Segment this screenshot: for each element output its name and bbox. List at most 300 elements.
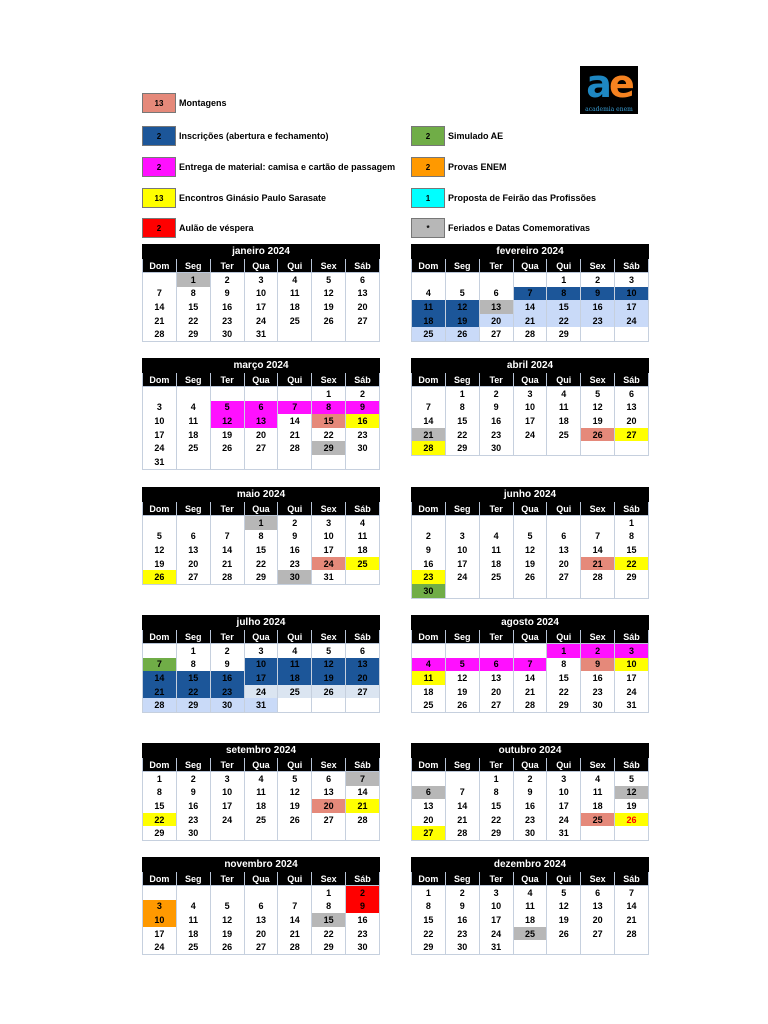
day-cell[interactable]: 16 <box>176 799 210 813</box>
day-cell[interactable]: 21 <box>615 913 649 927</box>
day-cell[interactable]: 17 <box>143 927 177 941</box>
day-cell[interactable]: 22 <box>176 314 210 328</box>
day-cell[interactable]: 4 <box>547 387 581 401</box>
day-cell[interactable]: 4 <box>513 886 547 900</box>
day-cell[interactable]: 22 <box>615 557 649 571</box>
day-cell[interactable]: 21 <box>412 428 446 442</box>
day-cell[interactable]: 30 <box>346 940 380 954</box>
day-cell[interactable]: 11 <box>412 671 446 685</box>
day-cell[interactable]: 11 <box>278 287 312 301</box>
day-cell[interactable]: 4 <box>278 644 312 658</box>
day-cell[interactable]: 16 <box>581 300 615 314</box>
day-cell[interactable]: 12 <box>513 543 547 557</box>
day-cell[interactable]: 18 <box>479 557 513 571</box>
day-cell[interactable]: 26 <box>312 685 346 699</box>
day-cell[interactable]: 28 <box>278 441 312 455</box>
day-cell[interactable]: 5 <box>513 530 547 544</box>
day-cell[interactable]: 29 <box>547 327 581 341</box>
day-cell[interactable]: 25 <box>176 940 210 954</box>
day-cell[interactable]: 16 <box>278 543 312 557</box>
day-cell[interactable]: 17 <box>210 799 244 813</box>
day-cell[interactable]: 2 <box>581 644 615 658</box>
day-cell[interactable]: 20 <box>479 685 513 699</box>
day-cell[interactable]: 20 <box>244 428 278 442</box>
day-cell[interactable]: 2 <box>581 273 615 287</box>
day-cell[interactable]: 7 <box>143 287 177 301</box>
day-cell[interactable]: 12 <box>312 287 346 301</box>
day-cell[interactable]: 6 <box>346 273 380 287</box>
day-cell[interactable]: 18 <box>412 685 446 699</box>
day-cell[interactable]: 7 <box>581 530 615 544</box>
day-cell[interactable]: 9 <box>346 401 380 415</box>
day-cell[interactable]: 19 <box>445 314 479 328</box>
day-cell[interactable]: 27 <box>479 327 513 341</box>
day-cell[interactable]: 14 <box>143 671 177 685</box>
day-cell[interactable]: 27 <box>346 685 380 699</box>
day-cell[interactable]: 24 <box>615 685 649 699</box>
day-cell[interactable]: 22 <box>547 685 581 699</box>
day-cell[interactable]: 9 <box>278 530 312 544</box>
day-cell[interactable]: 10 <box>479 900 513 914</box>
day-cell[interactable]: 1 <box>547 644 581 658</box>
day-cell[interactable]: 16 <box>346 913 380 927</box>
day-cell[interactable]: 8 <box>176 658 210 672</box>
day-cell[interactable]: 2 <box>210 644 244 658</box>
day-cell[interactable]: 27 <box>581 927 615 941</box>
day-cell[interactable]: 5 <box>143 530 177 544</box>
day-cell[interactable]: 15 <box>312 414 346 428</box>
day-cell[interactable]: 25 <box>278 685 312 699</box>
day-cell[interactable]: 31 <box>143 455 177 469</box>
day-cell[interactable]: 3 <box>547 772 581 786</box>
day-cell[interactable]: 30 <box>278 570 312 584</box>
day-cell[interactable]: 15 <box>479 799 513 813</box>
day-cell[interactable]: 28 <box>445 826 479 840</box>
day-cell[interactable]: 12 <box>312 658 346 672</box>
day-cell[interactable]: 22 <box>479 813 513 827</box>
day-cell[interactable]: 11 <box>176 414 210 428</box>
day-cell[interactable]: 15 <box>176 671 210 685</box>
day-cell[interactable]: 20 <box>312 799 346 813</box>
day-cell[interactable]: 1 <box>615 516 649 530</box>
day-cell[interactable]: 6 <box>244 900 278 914</box>
day-cell[interactable]: 23 <box>581 314 615 328</box>
day-cell[interactable]: 12 <box>445 671 479 685</box>
day-cell[interactable]: 11 <box>176 913 210 927</box>
day-cell[interactable]: 7 <box>445 786 479 800</box>
day-cell[interactable]: 28 <box>143 327 177 341</box>
day-cell[interactable]: 30 <box>210 698 244 712</box>
day-cell[interactable]: 7 <box>143 658 177 672</box>
day-cell[interactable]: 9 <box>581 287 615 301</box>
day-cell[interactable]: 17 <box>445 557 479 571</box>
day-cell[interactable]: 25 <box>479 570 513 584</box>
day-cell[interactable]: 22 <box>143 813 177 827</box>
day-cell[interactable]: 18 <box>278 300 312 314</box>
day-cell[interactable]: 9 <box>210 287 244 301</box>
day-cell[interactable]: 23 <box>346 927 380 941</box>
day-cell[interactable]: 14 <box>210 543 244 557</box>
day-cell[interactable]: 13 <box>346 287 380 301</box>
day-cell[interactable]: 3 <box>615 644 649 658</box>
day-cell[interactable]: 19 <box>615 799 649 813</box>
day-cell[interactable]: 6 <box>479 658 513 672</box>
day-cell[interactable]: 11 <box>479 543 513 557</box>
day-cell[interactable]: 14 <box>412 414 446 428</box>
day-cell[interactable]: 3 <box>615 273 649 287</box>
day-cell[interactable]: 21 <box>513 685 547 699</box>
day-cell[interactable]: 26 <box>445 327 479 341</box>
day-cell[interactable]: 15 <box>547 671 581 685</box>
day-cell[interactable]: 19 <box>581 414 615 428</box>
day-cell[interactable]: 9 <box>412 543 446 557</box>
day-cell[interactable]: 6 <box>412 786 446 800</box>
day-cell[interactable]: 1 <box>143 772 177 786</box>
day-cell[interactable]: 28 <box>581 570 615 584</box>
day-cell[interactable]: 18 <box>278 671 312 685</box>
day-cell[interactable]: 20 <box>479 314 513 328</box>
day-cell[interactable]: 6 <box>312 772 346 786</box>
day-cell[interactable]: 25 <box>176 441 210 455</box>
day-cell[interactable]: 30 <box>513 826 547 840</box>
day-cell[interactable]: 19 <box>210 927 244 941</box>
day-cell[interactable]: 13 <box>312 786 346 800</box>
day-cell[interactable]: 28 <box>412 441 446 455</box>
day-cell[interactable]: 28 <box>278 940 312 954</box>
day-cell[interactable]: 24 <box>479 927 513 941</box>
day-cell[interactable]: 29 <box>615 570 649 584</box>
day-cell[interactable]: 16 <box>210 300 244 314</box>
day-cell[interactable]: 14 <box>513 671 547 685</box>
day-cell[interactable]: 29 <box>244 570 278 584</box>
day-cell[interactable]: 15 <box>143 799 177 813</box>
day-cell[interactable]: 23 <box>210 314 244 328</box>
day-cell[interactable]: 4 <box>176 900 210 914</box>
day-cell[interactable]: 8 <box>615 530 649 544</box>
day-cell[interactable]: 5 <box>312 644 346 658</box>
day-cell[interactable]: 22 <box>312 428 346 442</box>
day-cell[interactable]: 8 <box>312 900 346 914</box>
day-cell[interactable]: 23 <box>581 685 615 699</box>
day-cell[interactable]: 22 <box>312 927 346 941</box>
day-cell[interactable]: 15 <box>312 913 346 927</box>
day-cell[interactable]: 4 <box>176 401 210 415</box>
day-cell[interactable]: 10 <box>312 530 346 544</box>
day-cell[interactable]: 8 <box>547 287 581 301</box>
day-cell[interactable]: 23 <box>513 813 547 827</box>
day-cell[interactable]: 23 <box>176 813 210 827</box>
day-cell[interactable]: 22 <box>176 685 210 699</box>
day-cell[interactable]: 20 <box>547 557 581 571</box>
day-cell[interactable]: 17 <box>513 414 547 428</box>
day-cell[interactable]: 10 <box>547 786 581 800</box>
day-cell[interactable]: 17 <box>244 671 278 685</box>
day-cell[interactable]: 22 <box>412 927 446 941</box>
day-cell[interactable]: 23 <box>346 428 380 442</box>
day-cell[interactable]: 24 <box>244 314 278 328</box>
day-cell[interactable]: 25 <box>513 927 547 941</box>
day-cell[interactable]: 10 <box>210 786 244 800</box>
day-cell[interactable]: 21 <box>210 557 244 571</box>
day-cell[interactable]: 23 <box>210 685 244 699</box>
day-cell[interactable]: 16 <box>412 557 446 571</box>
day-cell[interactable]: 6 <box>176 530 210 544</box>
day-cell[interactable]: 19 <box>513 557 547 571</box>
day-cell[interactable]: 3 <box>445 530 479 544</box>
day-cell[interactable]: 5 <box>445 287 479 301</box>
day-cell[interactable]: 12 <box>210 913 244 927</box>
day-cell[interactable]: 29 <box>479 826 513 840</box>
day-cell[interactable]: 17 <box>312 543 346 557</box>
day-cell[interactable]: 6 <box>581 886 615 900</box>
day-cell[interactable]: 26 <box>513 570 547 584</box>
day-cell[interactable]: 3 <box>513 387 547 401</box>
day-cell[interactable]: 30 <box>581 698 615 712</box>
day-cell[interactable]: 24 <box>513 428 547 442</box>
day-cell[interactable]: 28 <box>513 327 547 341</box>
day-cell[interactable]: 2 <box>513 772 547 786</box>
day-cell[interactable]: 18 <box>346 543 380 557</box>
day-cell[interactable]: 3 <box>210 772 244 786</box>
day-cell[interactable]: 14 <box>445 799 479 813</box>
day-cell[interactable]: 26 <box>547 927 581 941</box>
day-cell[interactable]: 11 <box>547 401 581 415</box>
day-cell[interactable]: 4 <box>479 530 513 544</box>
day-cell[interactable]: 12 <box>615 786 649 800</box>
day-cell[interactable]: 2 <box>346 886 380 900</box>
day-cell[interactable]: 23 <box>278 557 312 571</box>
day-cell[interactable]: 12 <box>547 900 581 914</box>
day-cell[interactable]: 9 <box>581 658 615 672</box>
day-cell[interactable]: 13 <box>346 658 380 672</box>
day-cell[interactable]: 9 <box>445 900 479 914</box>
day-cell[interactable]: 18 <box>176 927 210 941</box>
day-cell[interactable]: 23 <box>445 927 479 941</box>
day-cell[interactable]: 23 <box>479 428 513 442</box>
day-cell[interactable]: 8 <box>547 658 581 672</box>
day-cell[interactable]: 25 <box>581 813 615 827</box>
day-cell[interactable]: 7 <box>346 772 380 786</box>
day-cell[interactable]: 14 <box>513 300 547 314</box>
day-cell[interactable]: 9 <box>210 658 244 672</box>
day-cell[interactable]: 16 <box>210 671 244 685</box>
day-cell[interactable]: 12 <box>143 543 177 557</box>
day-cell[interactable]: 21 <box>278 927 312 941</box>
day-cell[interactable]: 18 <box>547 414 581 428</box>
day-cell[interactable]: 11 <box>346 530 380 544</box>
day-cell[interactable]: 31 <box>479 940 513 954</box>
day-cell[interactable]: 18 <box>244 799 278 813</box>
day-cell[interactable]: 7 <box>412 401 446 415</box>
day-cell[interactable]: 18 <box>581 799 615 813</box>
day-cell[interactable]: 25 <box>412 327 446 341</box>
day-cell[interactable]: 4 <box>412 658 446 672</box>
day-cell[interactable]: 22 <box>547 314 581 328</box>
day-cell[interactable]: 26 <box>210 940 244 954</box>
day-cell[interactable]: 3 <box>143 900 177 914</box>
day-cell[interactable]: 13 <box>412 799 446 813</box>
day-cell[interactable]: 3 <box>312 516 346 530</box>
day-cell[interactable]: 5 <box>581 387 615 401</box>
day-cell[interactable]: 20 <box>244 927 278 941</box>
day-cell[interactable]: 26 <box>445 698 479 712</box>
day-cell[interactable]: 13 <box>479 671 513 685</box>
day-cell[interactable]: 29 <box>176 327 210 341</box>
day-cell[interactable]: 6 <box>244 401 278 415</box>
day-cell[interactable]: 24 <box>143 441 177 455</box>
day-cell[interactable]: 13 <box>244 414 278 428</box>
day-cell[interactable]: 12 <box>445 300 479 314</box>
day-cell[interactable]: 10 <box>143 414 177 428</box>
day-cell[interactable]: 6 <box>547 530 581 544</box>
day-cell[interactable]: 4 <box>346 516 380 530</box>
day-cell[interactable]: 2 <box>479 387 513 401</box>
day-cell[interactable]: 10 <box>615 658 649 672</box>
day-cell[interactable]: 26 <box>615 813 649 827</box>
day-cell[interactable]: 25 <box>278 314 312 328</box>
day-cell[interactable]: 8 <box>143 786 177 800</box>
day-cell[interactable]: 4 <box>244 772 278 786</box>
day-cell[interactable]: 26 <box>278 813 312 827</box>
day-cell[interactable]: 2 <box>412 530 446 544</box>
day-cell[interactable]: 7 <box>210 530 244 544</box>
day-cell[interactable]: 13 <box>547 543 581 557</box>
day-cell[interactable]: 28 <box>346 813 380 827</box>
day-cell[interactable]: 21 <box>346 799 380 813</box>
day-cell[interactable]: 29 <box>547 698 581 712</box>
day-cell[interactable]: 7 <box>513 658 547 672</box>
day-cell[interactable]: 30 <box>412 584 446 598</box>
day-cell[interactable]: 11 <box>581 786 615 800</box>
day-cell[interactable]: 9 <box>176 786 210 800</box>
day-cell[interactable]: 2 <box>346 387 380 401</box>
day-cell[interactable]: 21 <box>143 314 177 328</box>
day-cell[interactable]: 16 <box>346 414 380 428</box>
day-cell[interactable]: 31 <box>547 826 581 840</box>
day-cell[interactable]: 19 <box>312 300 346 314</box>
day-cell[interactable]: 14 <box>278 414 312 428</box>
day-cell[interactable]: 24 <box>445 570 479 584</box>
day-cell[interactable]: 1 <box>445 387 479 401</box>
day-cell[interactable]: 16 <box>581 671 615 685</box>
day-cell[interactable]: 3 <box>244 273 278 287</box>
day-cell[interactable]: 19 <box>312 671 346 685</box>
day-cell[interactable]: 27 <box>479 698 513 712</box>
day-cell[interactable]: 26 <box>210 441 244 455</box>
day-cell[interactable]: 10 <box>615 287 649 301</box>
day-cell[interactable]: 25 <box>412 698 446 712</box>
day-cell[interactable]: 19 <box>547 913 581 927</box>
day-cell[interactable]: 27 <box>244 441 278 455</box>
day-cell[interactable]: 5 <box>210 900 244 914</box>
day-cell[interactable]: 21 <box>581 557 615 571</box>
day-cell[interactable]: 5 <box>445 658 479 672</box>
day-cell[interactable]: 26 <box>581 428 615 442</box>
day-cell[interactable]: 16 <box>479 414 513 428</box>
day-cell[interactable]: 10 <box>244 658 278 672</box>
day-cell[interactable]: 24 <box>547 813 581 827</box>
day-cell[interactable]: 21 <box>278 428 312 442</box>
day-cell[interactable]: 26 <box>312 314 346 328</box>
day-cell[interactable]: 18 <box>513 913 547 927</box>
day-cell[interactable]: 17 <box>143 428 177 442</box>
day-cell[interactable]: 31 <box>244 698 278 712</box>
day-cell[interactable]: 29 <box>312 441 346 455</box>
day-cell[interactable]: 4 <box>278 273 312 287</box>
day-cell[interactable]: 11 <box>244 786 278 800</box>
day-cell[interactable]: 12 <box>581 401 615 415</box>
day-cell[interactable]: 15 <box>547 300 581 314</box>
day-cell[interactable]: 30 <box>176 826 210 840</box>
day-cell[interactable]: 17 <box>479 913 513 927</box>
day-cell[interactable]: 31 <box>615 698 649 712</box>
day-cell[interactable]: 19 <box>143 557 177 571</box>
day-cell[interactable]: 1 <box>547 273 581 287</box>
day-cell[interactable]: 20 <box>346 300 380 314</box>
day-cell[interactable]: 25 <box>244 813 278 827</box>
day-cell[interactable]: 30 <box>445 940 479 954</box>
day-cell[interactable]: 27 <box>312 813 346 827</box>
day-cell[interactable]: 24 <box>312 557 346 571</box>
day-cell[interactable]: 27 <box>346 314 380 328</box>
day-cell[interactable]: 4 <box>412 287 446 301</box>
day-cell[interactable]: 14 <box>143 300 177 314</box>
day-cell[interactable]: 13 <box>615 401 649 415</box>
day-cell[interactable]: 28 <box>210 570 244 584</box>
day-cell[interactable]: 30 <box>210 327 244 341</box>
day-cell[interactable]: 1 <box>479 772 513 786</box>
day-cell[interactable]: 20 <box>176 557 210 571</box>
day-cell[interactable]: 3 <box>143 401 177 415</box>
day-cell[interactable]: 9 <box>479 401 513 415</box>
day-cell[interactable]: 24 <box>244 685 278 699</box>
day-cell[interactable]: 29 <box>143 826 177 840</box>
day-cell[interactable]: 17 <box>244 300 278 314</box>
day-cell[interactable]: 7 <box>513 287 547 301</box>
day-cell[interactable]: 1 <box>176 273 210 287</box>
day-cell[interactable]: 20 <box>346 671 380 685</box>
day-cell[interactable]: 10 <box>244 287 278 301</box>
day-cell[interactable]: 1 <box>312 387 346 401</box>
day-cell[interactable]: 25 <box>346 557 380 571</box>
day-cell[interactable]: 18 <box>176 428 210 442</box>
day-cell[interactable]: 15 <box>176 300 210 314</box>
day-cell[interactable]: 1 <box>244 516 278 530</box>
day-cell[interactable]: 21 <box>445 813 479 827</box>
day-cell[interactable]: 14 <box>615 900 649 914</box>
day-cell[interactable]: 7 <box>615 886 649 900</box>
day-cell[interactable]: 1 <box>176 644 210 658</box>
day-cell[interactable]: 23 <box>412 570 446 584</box>
day-cell[interactable]: 11 <box>278 658 312 672</box>
day-cell[interactable]: 21 <box>143 685 177 699</box>
day-cell[interactable]: 2 <box>445 886 479 900</box>
day-cell[interactable]: 31 <box>312 570 346 584</box>
day-cell[interactable]: 30 <box>479 441 513 455</box>
day-cell[interactable]: 5 <box>278 772 312 786</box>
day-cell[interactable]: 9 <box>346 900 380 914</box>
day-cell[interactable]: 17 <box>547 799 581 813</box>
day-cell[interactable]: 7 <box>278 900 312 914</box>
day-cell[interactable]: 24 <box>615 314 649 328</box>
day-cell[interactable]: 27 <box>412 826 446 840</box>
day-cell[interactable]: 5 <box>615 772 649 786</box>
day-cell[interactable]: 27 <box>176 570 210 584</box>
day-cell[interactable]: 27 <box>615 428 649 442</box>
day-cell[interactable]: 3 <box>244 644 278 658</box>
day-cell[interactable]: 20 <box>615 414 649 428</box>
day-cell[interactable]: 25 <box>547 428 581 442</box>
